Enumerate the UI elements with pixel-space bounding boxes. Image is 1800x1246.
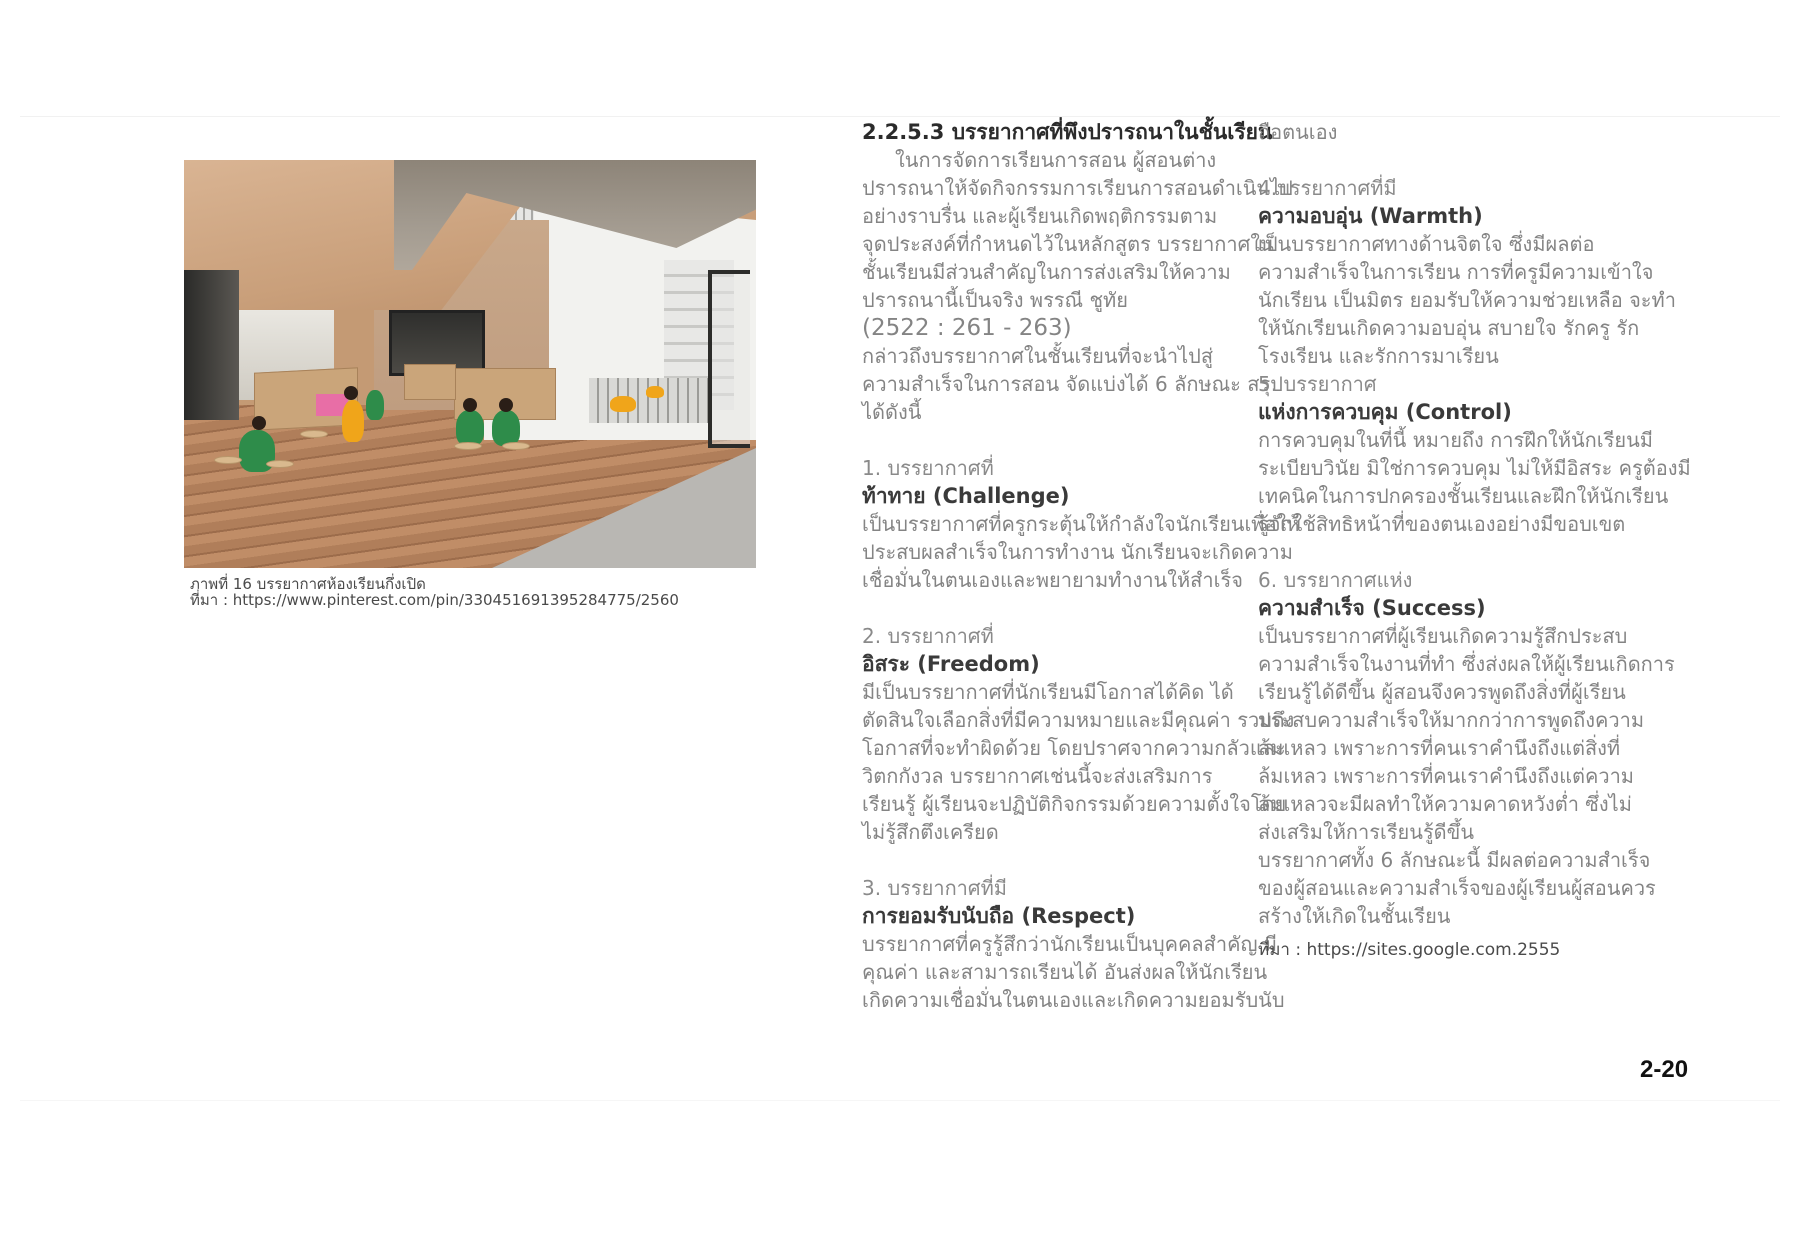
item-2-title: อิสระ (Freedom) [862,652,1040,676]
intro-line: ในการจัดการเรียนการสอน ผู้สอนต่าง [895,148,1217,172]
spacer [862,426,1252,454]
item-1-line: ประสบผลสำเร็จในการทำงาน นักเรียนจะเกิดความ [862,540,1293,564]
item-3-line: บรรยากาศที่ครูรู้สึกว่านักเรียนเป็นบุคคลสำคัญ มี [862,932,1278,956]
photo-stool [214,456,242,464]
intro-line: ความสำเร็จในการสอน จัดแบ่งได้ 6 ลักษณะ สรุป [862,372,1283,396]
photo-child [342,400,364,442]
photo-stool [502,442,530,450]
item-3-line: ถือตนเอง [1258,120,1338,144]
item-2-line: โอกาสที่จะทำผิดด้วย โดยปราศจากความกลัวและ [862,736,1286,760]
item-5-line: การควบคุมในที่นี้ หมายถึง การฝึกให้นักเรียนมี [1258,428,1653,452]
photo-block-fence [589,378,709,423]
page-top-edge [20,116,1780,117]
photo-child [492,410,520,446]
figure-caption-title: ภาพที่ 16 บรรยากาศห้องเรียนกึ่งเปิด [190,575,426,593]
photo-child-head [463,398,477,412]
photo-child-head [252,416,266,430]
item-5-line: รู้จักใช้สิทธิหน้าที่ของตนเองอย่างมีขอบเขต [1258,512,1626,536]
item-4-label: 4.บรรยากาศที่มี [1258,176,1397,200]
item-1-line: เป็นบรรยากาศที่ครูกระตุ้นให้กำลังใจนักเรียนเพื่อให้ [862,512,1300,536]
item-3-title: การยอมรับนับถือ (Respect) [862,904,1136,928]
item-2-line: มีเป็นบรรยากาศที่นักเรียนมีโอกาสได้คิด ได้ [862,680,1234,704]
item-4-line: ความสำเร็จในการเรียน การที่ครูมีความเข้าใจ [1258,260,1654,284]
item-3-label: 3. บรรยากาศที่มี [862,876,1007,900]
intro-line: จุดประสงค์ที่กำหนดไว้ในหลักสูตร บรรยากาศใน [862,232,1274,256]
item-4-line: เป็นบรรยากาศทางด้านจิตใจ ซึ่งมีผลต่อ [1258,232,1595,256]
photo-left-wall [184,270,239,420]
item-6-line: ประสบความสำเร็จให้มากกว่าการพูดถึงความ [1258,708,1645,732]
intro-line: อย่างราบรื่น และผู้เรียนเกิดพฤติกรรมตาม [862,204,1218,228]
item-3-line: เกิดความเชื่อมั่นในตนเองและเกิดความยอมรับนับ [862,988,1285,1012]
item-3-line: คุณค่า และสามารถเรียนได้ อันส่งผลให้นักเรียน [862,960,1268,984]
item-4-line: นักเรียน เป็นมิตร ยอมรับให้ความช่วยเหลือ จะทำ [1258,288,1676,312]
photo-child [456,410,484,446]
item-4-title: ความอบอุ่น (Warmth) [1258,204,1483,228]
spacer [862,594,1252,622]
item-1-line: เชื่อมั่นในตนเองและพยายามทำงานให้สำเร็จ [862,568,1243,592]
intro-citation: (2522 : 261 - 263) [862,315,1072,341]
item-6-line: ส่งเสริมให้การเรียนรู้ดีขึ้น [1258,820,1475,844]
section-source: ที่มา : https://sites.google.com.2555 [1258,940,1561,960]
item-2-line: ไม่รู้สึกตึงเครียด [862,820,999,844]
photo-stool [300,430,328,438]
summary-line: ของผู้สอนและความสำเร็จของผู้เรียนผู้สอนควร [1258,876,1656,900]
item-2-line: ตัดสินใจเลือกสิ่งที่มีความหมายและมีคุณค่า รวมถึง [862,708,1295,732]
section-heading: 2.2.5.3 บรรยากาศที่พึงปรารถนาในชั้นเรียน [862,120,1273,144]
item-6-line: ความสำเร็จในงานที่ทำ ซึ่งส่งผลให้ผู้เรียนเกิดการ [1258,652,1675,676]
item-6-line: เรียนรู้ได้ดีขึ้น ผู้สอนจึงควรพูดถึงสิ่งที่ผู้เรียน [1258,680,1626,704]
item-4-line: โรงเรียน และรักการมาเรียน [1258,344,1499,368]
item-2-line: วิตกกังวล บรรยากาศเช่นนี้จะส่งเสริมการ [862,764,1213,788]
classroom-photo [184,160,756,568]
intro-line: กล่าวถึงบรรยากาศในชั้นเรียนที่จะนำไปสู่ [862,344,1214,368]
item-6-title: ความสำเร็จ (Success) [1258,596,1486,620]
item-5-label: 5. บรรยากาศ [1258,372,1377,396]
spacer [1258,146,1658,174]
intro-line: ได้ดังนี้ [862,400,922,424]
photo-child [366,390,384,420]
item-1-title: ท้าทาย (Challenge) [862,484,1070,508]
item-5-line: ระเบียบวินัย มิใช่การควบคุม ไม่ให้มีอิสระ ครูต้องมี [1258,456,1691,480]
intro-line: ปรารถนานี้เป็นจริง พรรณี ชูทัย [862,288,1128,312]
intro-line: ปรารถนาให้จัดกิจกรรมการเรียนการสอนดำเนินไป [862,176,1293,200]
figure-caption-source: ที่มา : https://www.pinterest.com/pin/330451691395284775/2560 [190,591,679,609]
page-number: 2-20 [1640,1056,1689,1083]
text-column-right [1258,118,1691,964]
photo-easel [404,364,456,400]
item-6-line: ล้มเหลวจะมีผลทำให้ความคาดหวังต่ำ ซึ่งไม่ [1258,792,1632,816]
photo-stool [454,442,482,450]
photo-child [610,396,636,412]
item-6-line: เป็นบรรยากาศที่ผู้เรียนเกิดความรู้สึกประสบ [1258,624,1628,648]
spacer [1258,538,1658,566]
summary-line: บรรยากาศทั้ง 6 ลักษณะนี้ มีผลต่อความสำเร็จ [1258,848,1651,872]
spacer [862,846,1252,874]
item-5-title: แห่งการควบคุม (Control) [1258,400,1512,424]
photo-stool [266,460,294,468]
photo-child [646,386,664,398]
item-4-line: ให้นักเรียนเกิดความอบอุ่น สบายใจ รักครู รัก [1258,316,1640,340]
item-1-label: 1. บรรยากาศที่ [862,456,994,480]
page-bottom-edge [20,1100,1780,1101]
item-6-line: ล้มเหลว เพราะการที่คนเราคำนึงถึงแต่สิ่งที่ [1258,736,1621,760]
photo-child-head [499,398,513,412]
summary-line: สร้างให้เกิดในชั้นเรียน [1258,904,1451,928]
photo-child-head [344,386,358,400]
intro-line: ชั้นเรียนมีส่วนสำคัญในการส่งเสริมให้ความ [862,260,1231,284]
photo-glass-door [708,270,750,448]
figure-caption [190,576,679,608]
item-6-label: 6. บรรยากาศแห่ง [1258,568,1413,592]
item-6-line: ล้มเหลว เพราะการที่คนเราคำนึงถึงแต่ความ [1258,764,1634,788]
item-2-line: เรียนรู้ ผู้เรียนจะปฏิบัติกิจกรรมด้วยความตั้งใจโดย [862,792,1287,816]
item-5-line: เทคนิคในการปกครองชั้นเรียนและฝึกให้นักเรียน [1258,484,1669,508]
item-2-label: 2. บรรยากาศที่ [862,624,994,648]
